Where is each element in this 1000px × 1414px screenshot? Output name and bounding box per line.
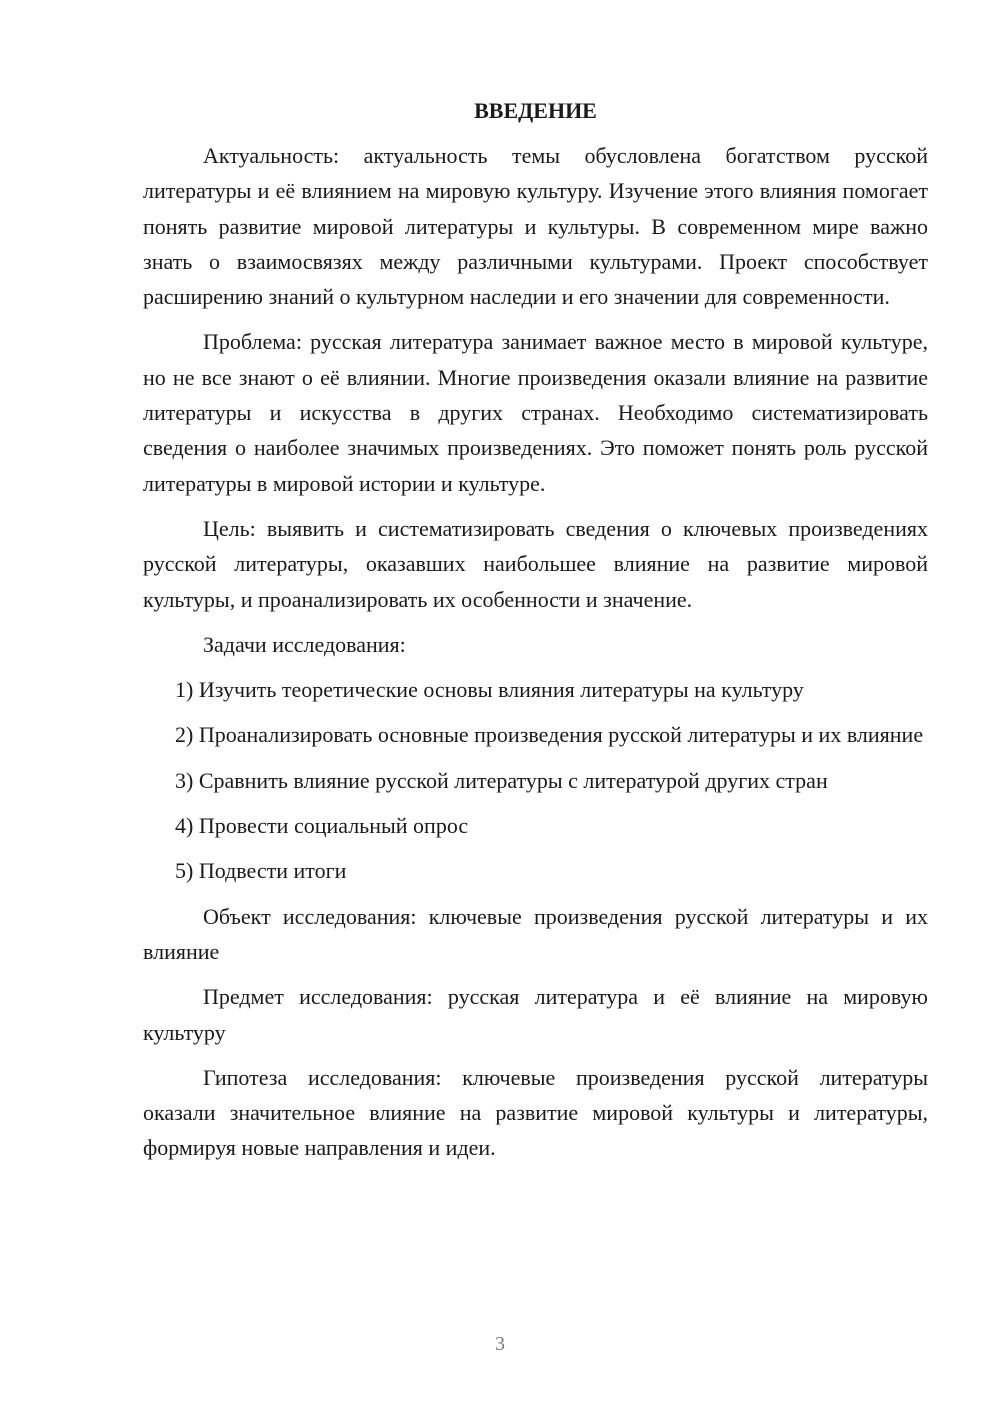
relevance-paragraph: Актуальность: актуальность темы обусловлена богатством русской литературы и её влиянием на мировую культуру. Изучение этого влияния помогает понять развитие мировой литературы и культуры. В современном мире важно знать о взаимосвязях между различными культурами. Проект способствует расширению знаний о культурном наследии и его значении для современности. xyxy=(143,143,928,310)
problem-paragraph: Проблема: русская литература занимает важное место в мировой культуре, но не все знают о её влиянии. Многие произведения оказали влияние на развитие литературы и искусства в других странах. Необходимо систематизировать сведения о наиболее значимых произведениях. Это поможет понять роль русской литературы в мировой истории и культуре. xyxy=(143,329,928,496)
list-item: 2) Проанализировать основные произведения русской литературы и их влияние xyxy=(175,722,924,748)
list-item: 3) Сравнить влияние русской литературы с литературой других стран xyxy=(175,767,828,793)
page-title: ВВЕДЕНИЕ xyxy=(474,98,597,123)
list-item: 4) Провести социальный опрос xyxy=(175,813,469,839)
list-item: 5) Подвести итоги xyxy=(175,858,347,884)
document-page xyxy=(143,94,928,1176)
hypothesis-paragraph: Гипотеза исследования: ключевые произведения русской литературы оказали значительное влияние на развитие мировой культуры и литературы, формируя новые направления и идеи. xyxy=(143,1064,928,1161)
research-object-paragraph: Объект исследования: ключевые произведения русской литературы и их влияние xyxy=(143,903,928,964)
research-subject-paragraph: Предмет исследования: русская литература и её влияние на мировую культуру xyxy=(143,984,928,1045)
goal-paragraph: Цель: выявить и систематизировать сведения о ключевых произведениях русской литературы, оказавших наибольшее влияние на развитие мировой культуры, и проанализировать их особенности и значение. xyxy=(143,515,928,612)
tasks-title: Задачи исследования: xyxy=(203,631,406,657)
page-number: 3 xyxy=(495,1333,505,1355)
list-item: 1) Изучить теоретические основы влияния литературы на культуру xyxy=(175,677,804,703)
tasks-list xyxy=(143,672,928,888)
